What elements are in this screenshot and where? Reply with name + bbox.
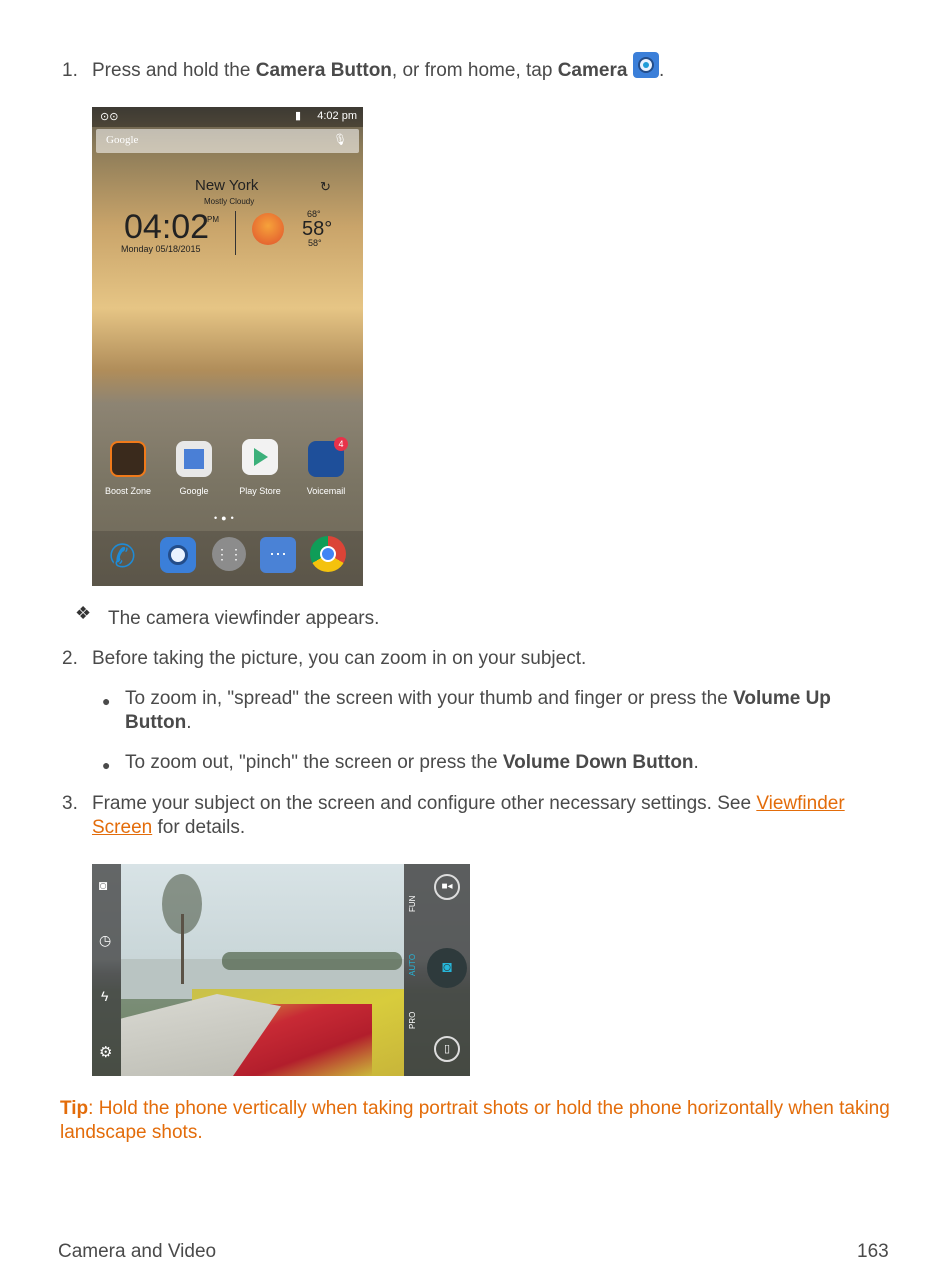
signal-icon: ▮ — [294, 110, 301, 122]
bullet-1-line-1: To zoom in, "spread" the screen with your thumb and finger or press the Volume Up — [125, 688, 831, 709]
app-label-voicemail: Voicemail — [306, 486, 346, 496]
mode-auto[interactable]: AUTO — [408, 953, 417, 976]
step-1-period: . — [659, 60, 665, 81]
mode-pro[interactable]: PRO — [408, 1011, 417, 1029]
bullet-2-text: To zoom out, "pinch" the screen or press the Volume Down Button. — [125, 752, 699, 773]
temp-low: 58° — [308, 238, 322, 248]
temp-now: 58° — [302, 218, 333, 240]
footer-page-number: 163 — [857, 1241, 889, 1262]
google-search-bar — [96, 129, 359, 153]
result-diamond-icon: ❖ — [75, 603, 92, 623]
page-indicator: •●• — [214, 513, 238, 523]
bullet-1-dot: ● — [102, 693, 111, 709]
gallery-thumbnail-icon[interactable]: ▯ — [434, 1036, 460, 1062]
settings-gear-icon[interactable]: ⚙ — [99, 1044, 113, 1061]
step-1-text: Press and hold the Camera Button, or from home, tap Camera — [92, 60, 628, 81]
right-control-panel — [404, 864, 470, 1076]
step-3-line-2: Screen for details. — [92, 817, 246, 838]
mic-icon: 🎙 — [333, 134, 347, 146]
result-text: The camera viewfinder appears. — [108, 608, 380, 629]
bullet-1-line-2: Button. — [125, 712, 192, 733]
status-time: 4:02 pm — [317, 110, 357, 122]
tree-trunk — [181, 914, 184, 984]
step-2-text: Before taking the picture, you can zoom in on your subject. — [92, 648, 587, 669]
step-number-2: 2. — [62, 648, 78, 669]
refresh-icon: ↻ — [320, 179, 331, 194]
video-record-icon[interactable]: ■◂ — [434, 874, 460, 900]
step-number-1: 1. — [62, 60, 78, 81]
temp-high: 68° — [307, 209, 321, 219]
app-label-boost-zone: Boost Zone — [104, 486, 152, 496]
switch-camera-icon[interactable]: ◙ — [99, 877, 108, 893]
tip-line-1: Tip: Hold the phone vertically when taking portrait shots or hold the phone horizontally when taking — [60, 1098, 890, 1119]
left-toolbar — [92, 864, 121, 1076]
status-bar — [92, 107, 363, 127]
viewfinder-screen-link[interactable]: Viewfinder — [756, 793, 845, 814]
home-screen-screenshot — [92, 107, 363, 586]
shutter-button[interactable]: ◙ — [427, 948, 467, 988]
phone-icon[interactable]: ✆ — [109, 538, 136, 574]
step-3-line-1: Frame your subject on the screen and configure other necessary settings. See Viewfinder — [92, 793, 845, 814]
camera-viewfinder-screenshot — [92, 864, 470, 1076]
app-label-google: Google — [179, 486, 209, 496]
voicemail-badge: 4 — [334, 437, 348, 451]
messaging-icon[interactable]: ⋯ — [260, 537, 296, 573]
clock-time: 04:02 — [124, 208, 210, 246]
dock-camera-icon[interactable] — [160, 537, 196, 573]
clock-date: Monday 05/18/2015 — [121, 244, 201, 254]
camera-app-icon — [633, 52, 659, 78]
apps-drawer-icon[interactable]: ⋮⋮ — [212, 537, 246, 571]
timer-icon[interactable]: ◷ — [99, 932, 112, 948]
clock-ampm: PM — [207, 215, 219, 224]
voicemail-status-icon: ⊙⊙ — [100, 111, 119, 123]
treeline — [222, 952, 402, 970]
google-search-label: Google — [106, 134, 139, 146]
weather-condition: Mostly Cloudy — [204, 197, 255, 206]
weather-city: New York — [195, 177, 259, 194]
google-folder-icon[interactable] — [176, 441, 212, 477]
boost-zone-icon[interactable] — [110, 441, 146, 477]
play-store-icon[interactable] — [242, 439, 278, 475]
bullet-2-dot: ● — [102, 757, 111, 773]
weather-sun-icon — [252, 213, 284, 245]
step-number-3: 3. — [62, 793, 78, 814]
app-label-play-store: Play Store — [239, 486, 281, 496]
viewfinder-screen-link-cont[interactable]: Screen — [92, 817, 153, 838]
chrome-icon[interactable] — [310, 536, 346, 572]
flash-icon[interactable]: ϟ — [101, 988, 109, 1004]
weather-divider — [235, 211, 236, 255]
tip-line-2: landscape shots. — [60, 1122, 203, 1143]
footer-section-title: Camera and Video — [58, 1241, 217, 1262]
mode-fun[interactable]: FUN — [408, 895, 417, 912]
